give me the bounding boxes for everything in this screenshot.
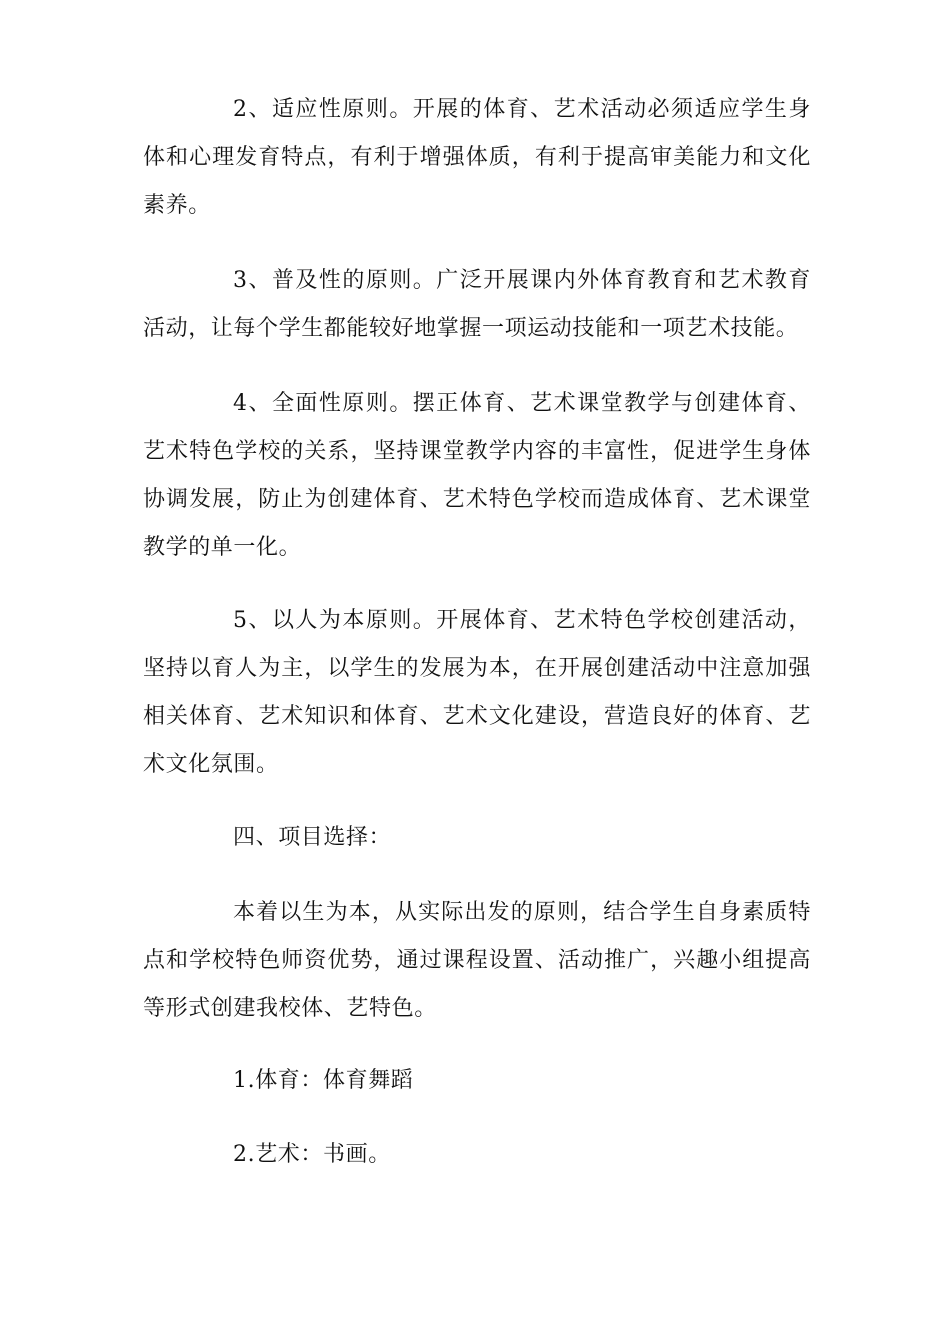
- principle-adaptability-paragraph: 2、适应性原则。开展的体育、艺术活动必须适应学生身体和心理发育特点，有利于增强体质，有利于提高审美能力和文化素养。: [143, 97, 811, 218]
- principle-universality-paragraph: 3、普及性的原则。广泛开展课内外体育教育和艺术教育活动，让每个学生都能较好地掌握一项运动技能和一项艺术技能。: [143, 268, 811, 341]
- principle-comprehensiveness-paragraph: 4、全面性原则。摆正体育、艺术课堂教学与创建体育、艺术特色学校的关系，坚持课堂教学内容的丰富性，促进学生身体协调发展，防止为创建体育、艺术特色学校而造成体育、艺术课堂教学的单一化。: [143, 391, 811, 560]
- list-item-arts: 2.艺术：书画。: [233, 1142, 391, 1167]
- section-heading-project-selection: 四、项目选择：: [233, 825, 392, 850]
- project-selection-paragraph: 本着以生为本，从实际出发的原则，结合学生自身素质特点和学校特色师资优势，通过课程设置、活动推广，兴趣小组提高等形式创建我校体、艺特色。: [143, 900, 811, 1021]
- list-item-sports: 1.体育：体育舞蹈: [233, 1068, 414, 1093]
- principle-people-oriented-paragraph: 5、以人为本原则。开展体育、艺术特色学校创建活动，坚持以育人为主，以学生的发展为本，在开展创建活动中注意加强相关体育、艺术知识和体育、艺术文化建设，营造良好的体育、艺术文化氛围。: [143, 608, 811, 777]
